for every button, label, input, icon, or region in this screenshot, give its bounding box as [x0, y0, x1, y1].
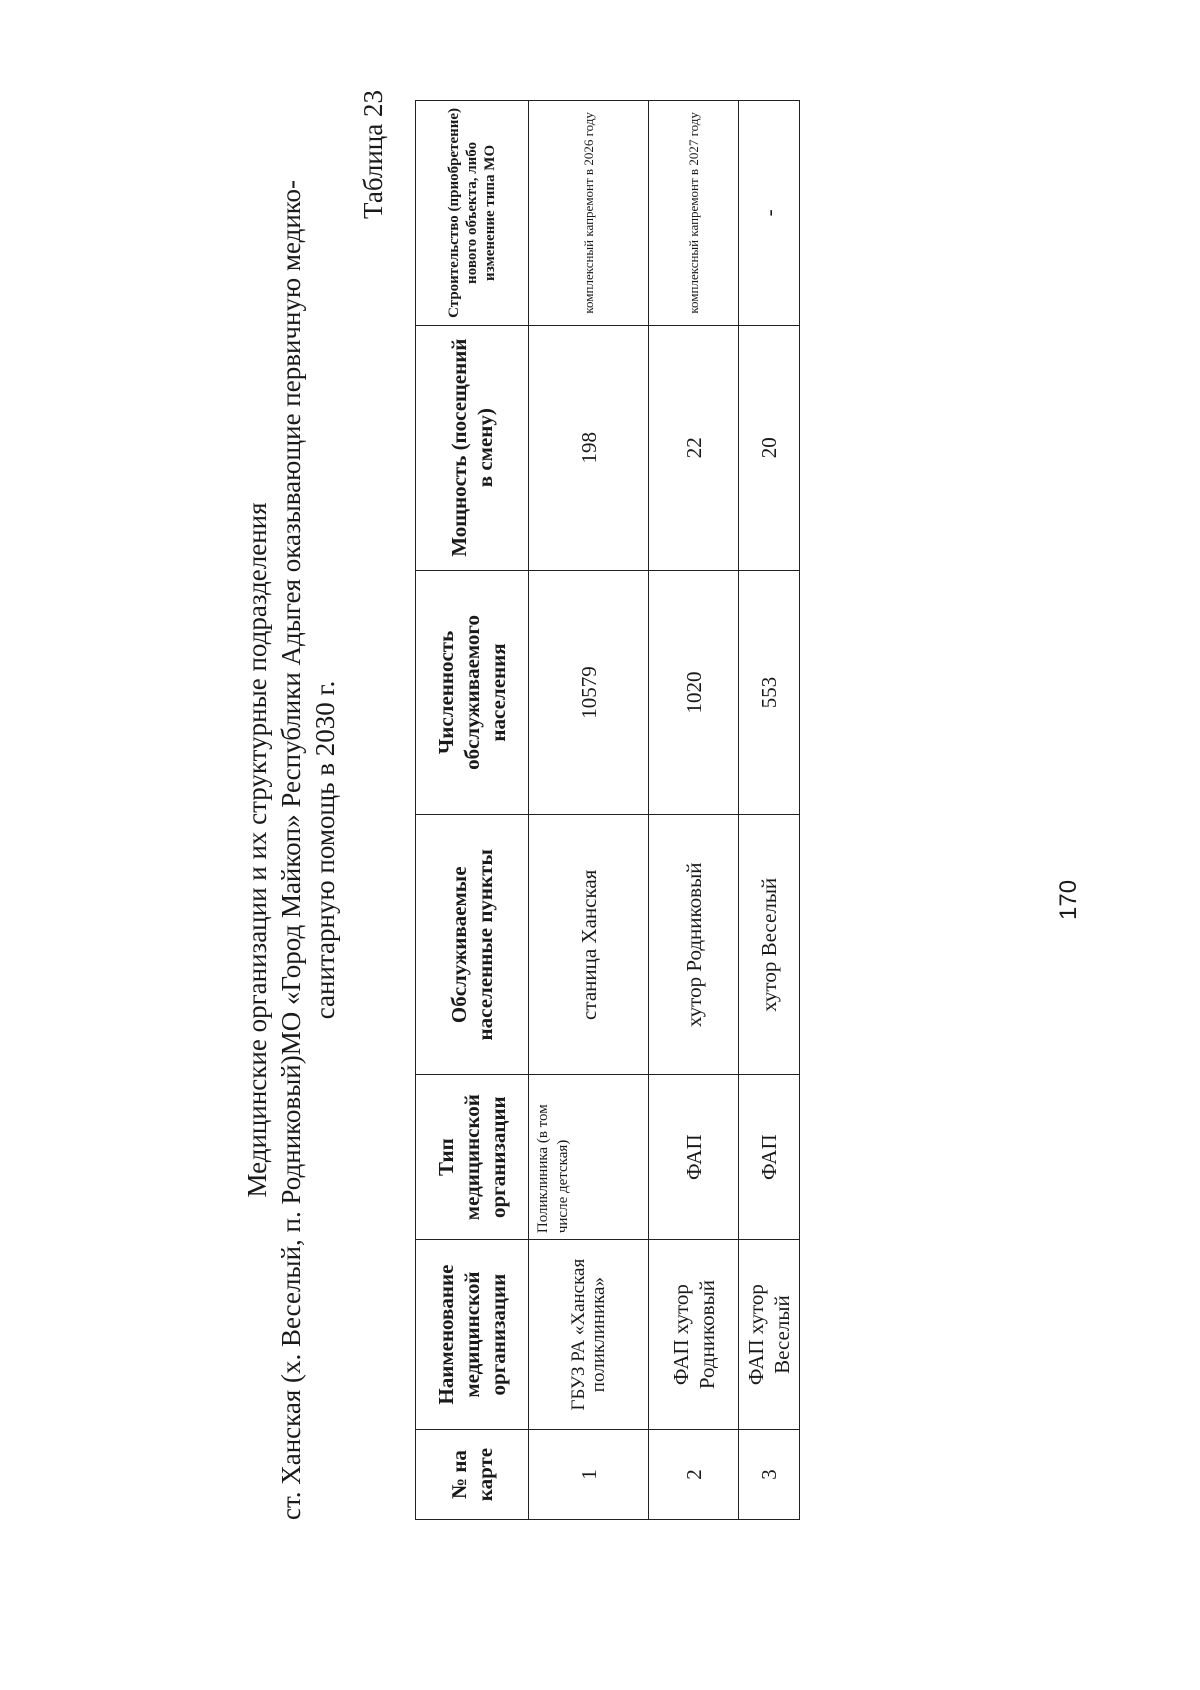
medical-organizations-table: [415, 100, 800, 1520]
cell-org-name: ГБУЗ РА «Ханская поликлиника»: [529, 1240, 649, 1430]
cell-org-name: ФАП хутор Веселый: [739, 1240, 800, 1430]
rotated-page-content: [210, 20, 1130, 1600]
cell-construction: -: [739, 101, 800, 326]
header-capacity: Мощность (посещений в смену): [416, 325, 529, 570]
cell-number: 2: [649, 1430, 739, 1520]
header-population: Численность обслуживаемого населения: [416, 570, 529, 815]
cell-population: 10579: [529, 570, 649, 815]
document-title: [240, 100, 342, 1600]
cell-org-type: Поликлиника (в том числе детская): [529, 1075, 649, 1240]
cell-number: 3: [739, 1430, 800, 1520]
header-org-type: Тип медицинской организации: [416, 1075, 529, 1240]
cell-population: 553: [739, 570, 800, 815]
cell-org-type: ФАП: [649, 1075, 739, 1240]
header-org-name: Наименование медицинской организации: [416, 1240, 529, 1430]
header-construction: Строительство (приобретение) нового объекта, либо изменение типа МО: [416, 101, 529, 326]
cell-org-name: ФАП хутор Родниковый: [649, 1240, 739, 1430]
cell-settlements: станица Ханская: [529, 815, 649, 1075]
cell-population: 1020: [649, 570, 739, 815]
cell-settlements: хутор Веселый: [739, 815, 800, 1075]
table-header-row: [416, 101, 529, 1520]
title-line-2: ст. Ханская (х. Веселый, п. Родниковый)МО «Город Майкоп» Республики Адыгея оказывающие первичную медико-: [276, 179, 306, 1521]
header-map-number: № на карте: [416, 1430, 529, 1520]
table-row: [649, 101, 739, 1520]
page-number: 170: [1055, 879, 1082, 920]
cell-capacity: 22: [649, 325, 739, 570]
cell-settlements: хутор Родниковый: [649, 815, 739, 1075]
title-line-1: Медицинские организации и их структурные подразделения: [242, 502, 272, 1198]
table-row: [529, 101, 649, 1520]
header-served-settlements: Обслуживаемые населенные пункты: [416, 815, 529, 1075]
title-line-3: санитарную помощь в 2030 г.: [310, 680, 340, 1020]
cell-org-type: ФАП: [739, 1075, 800, 1240]
cell-construction: комплексный капремонт в 2026 году: [529, 101, 649, 326]
cell-capacity: 20: [739, 325, 800, 570]
table-label: Таблица 23: [358, 90, 388, 219]
cell-construction: комплексный капремонт в 2027 году: [649, 101, 739, 326]
cell-capacity: 198: [529, 325, 649, 570]
cell-number: 1: [529, 1430, 649, 1520]
table-row: [739, 101, 800, 1520]
